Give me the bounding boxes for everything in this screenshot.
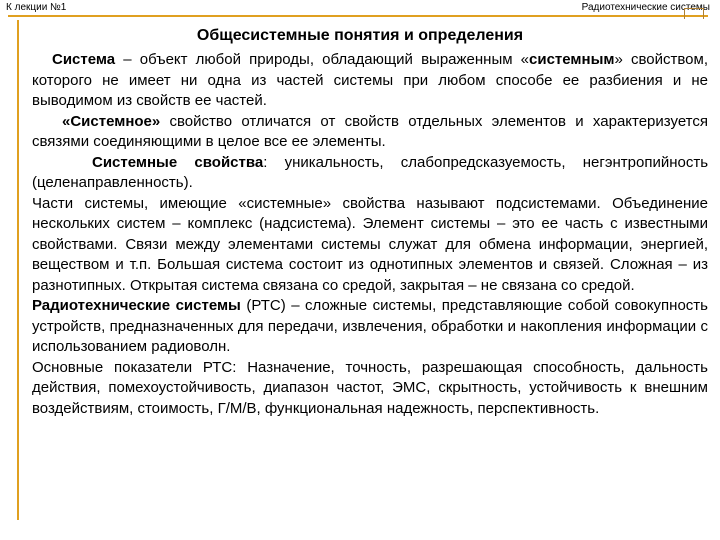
paragraph-subsystems: Части системы, имеющие «системные» свойства называют подсистемами. Объединение нескольких систем – комплекс (надсистема). Элемент системы – это ее часть с известными свойствами. Связи между элементами системы служат для обмена информации, энергией, веществом и т.п. Большая система состоит из однотипных элементов и связей. Сложная – из разнотипных. Открытая система связана со средой, закрытая – не связана со средой. (32, 194, 708, 294)
paragraph-systemic-property: «Системное» свойство отличатся от свойств отдельных элементов и характеризуется связями соединяющими в целое все ее элементы. (32, 112, 708, 150)
paragraph-system-properties: Системные свойства: уникальность, слабопредсказуемость, негэнтропийность (целенаправленность). (32, 153, 709, 191)
slide-title: Общесистемные понятия и определения (196, 27, 524, 44)
paragraph-system-definition: Система – объект любой природы, обладающий выраженным «системным» свойством, которого не имеет ни одна из частей системы при любом способе ее разбиения и не выводимом из свойств ее частей. (32, 51, 708, 109)
left-rule (17, 20, 19, 520)
term-systemic-property: «Системное» (62, 112, 161, 130)
corner-decoration (684, 8, 704, 19)
term-system: Система (52, 51, 116, 68)
term-radio-systems: Радиотехнические системы (32, 297, 241, 314)
term-system-properties: Системные свойства (92, 153, 264, 171)
slide-body (32, 50, 708, 419)
header-course-label: Радиотехнические системы (581, 2, 710, 13)
paragraph-main-indicators: Основные показатели РТС: Назначение, точность, разрешающая способность, дальность действия, помехоустойчивость, диапазон частот, ЭМС, скрытность, устойчивость к внешним воздействиям, стоимость, Г/М/В, функциональная надежность, перспективность. (32, 358, 708, 417)
term-systemic: системным (529, 51, 615, 68)
header-lecture-label: К лекции №1 (6, 2, 67, 13)
paragraph-radio-systems: Радиотехнические системы (РТС) – сложные системы, представляющие собой совокупность устройств, предназначенных для передачи, извлечения, обработки и накопления информации с использованием радиоволн. (32, 297, 708, 355)
top-rule (8, 15, 708, 17)
